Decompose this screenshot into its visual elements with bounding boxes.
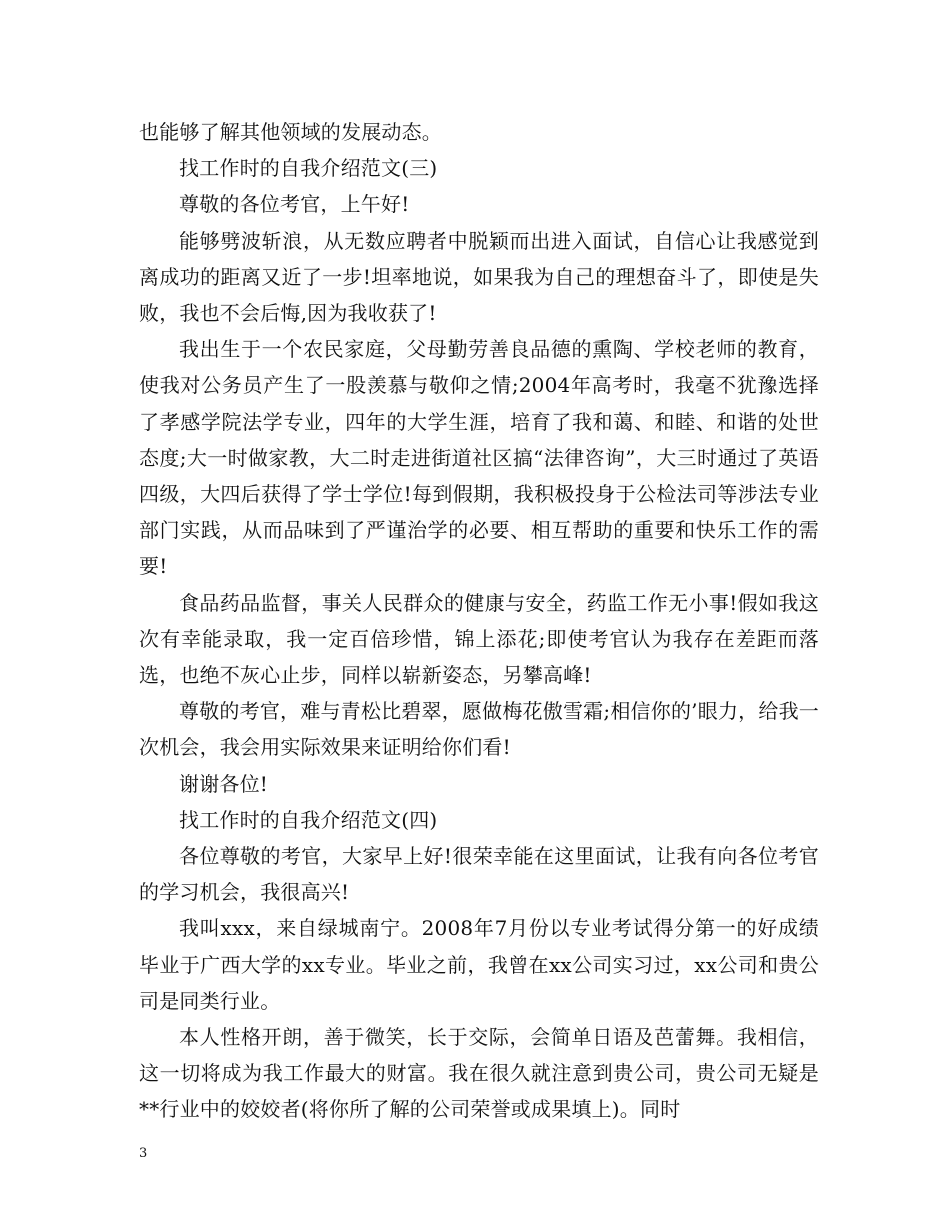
paragraph: 食品药品监督，事关人民群众的健康与安全，药监工作无小事!假如我这次有幸能录取，我一定百倍珍惜，锦上添花;即使考官认为我存在差距而落选，也绝不灰心止步，同样以崭新姿态，另攀高峰! <box>139 590 819 688</box>
paragraph: 本人性格开朗，善于微笑，长于交际，会简单日语及芭蕾舞。我相信，这一切将成为我工作最大的财富。我在很久就注意到贵公司，贵公司无疑是**行业中的姣姣者(将你所了解的公司荣誉或成果填上)。同时 <box>139 1025 819 1122</box>
paragraph: 我叫xxx，来自绿城南宁。2008年7月份以专业考试得分第一的好成绩毕业于广西大学的xx专业。毕业之前，我曾在xx公司实习过，xx公司和贵公司是同类行业。 <box>139 916 819 1013</box>
greeting: 各位尊敬的考官，大家早上好!很荣幸能在这里面试，让我有向各位考官的学习机会，我很高兴! <box>139 844 819 905</box>
section-heading-4: 找工作时的自我介绍范文(四) <box>179 807 438 832</box>
paragraph: 能够劈波斩浪，从无数应聘者中脱颖而出进入面试，自信心让我感觉到离成功的距离又近了一步!坦率地说，如果我为自己的理想奋斗了，即使是失败，我也不会后悔,因为我收获了! <box>139 228 819 326</box>
section-heading-3: 找工作时的自我介绍范文(三) <box>179 156 438 181</box>
paragraph: 我出生于一个农民家庭，父母勤劳善良品德的熏陶、学校老师的教育，使我对公务员产生了一股羡慕与敬仰之情;2004年高考时，我毫不犹豫选择了孝感学院法学专业，四年的大学生涯，培育了我和蔼、和睦、和谐的处世态度;大一时做家教，大二时走进街道社区搞“法律咨询”，大三时通过了英语四级，大四后获得了学士学位!每到假期，我积极投身于公检法司等涉法专业部门实践，从而品味到了严谨治学的必要、相互帮助的重要和快乐工作的需要! <box>139 337 819 579</box>
paragraph-continuation: 也能够了解其他领域的发展动态。 <box>139 120 442 144</box>
document-body <box>139 114 819 1128</box>
closing-thanks: 谢谢各位! <box>179 771 269 796</box>
page-number: 3 <box>139 1146 148 1161</box>
paragraph: 尊敬的考官，难与青松比碧翠，愿做梅花傲雪霜;相信你的’眼力，给我一次机会，我会用实际效果来证明给你们看! <box>139 699 819 760</box>
greeting: 尊敬的各位考官，上午好! <box>179 192 410 217</box>
